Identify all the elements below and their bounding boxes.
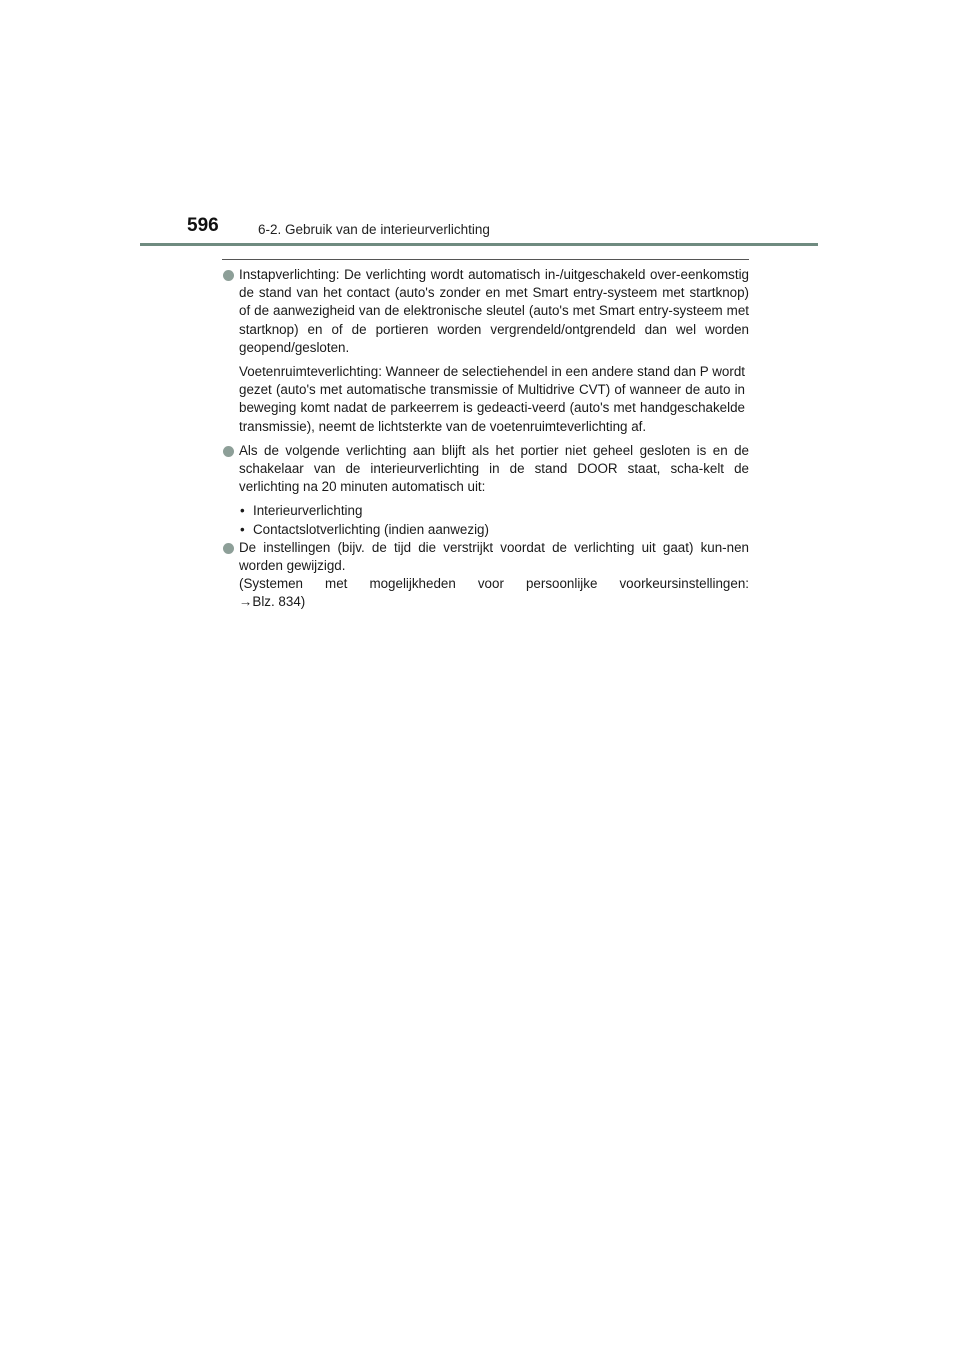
paragraph-settings — [222, 539, 749, 612]
page-reference-link[interactable]: →Blz. 834) — [239, 594, 306, 610]
lights-list — [222, 502, 749, 538]
page-number: 596 — [187, 215, 219, 236]
list-item-text: Contactslotverlichting (indien aanwezig) — [253, 521, 489, 537]
header-rule — [140, 243, 818, 246]
list-item — [239, 502, 749, 520]
bullet-dot-icon — [223, 270, 234, 281]
paragraph-text-line: (Systemen met mogelijkheden voor persoonlijke voorkeursinstellingen: — [239, 576, 749, 592]
paragraph-text: Instapverlichting: De verlichting wordt automatisch in-/uitgeschakeld over-eenkomstig de stand van het contact (auto's zonder en met Smart entry-systeem met startknop) of de aanwezigheid van de elektronische sleutel (auto's met Smart entry-systeem met startknop) en of de portieren worden vergrendeld/ontgrendeld dan wel worden geopend/gesloten. — [239, 267, 749, 355]
paragraph-instapverlichting — [222, 266, 749, 357]
paragraph-text: Voetenruimteverlichting: Wanneer de selectiehendel in een andere stand dan P wordt gezet (auto's met automatische transmissie of Multidrive CVT) of wanneer de auto in beweging komt nadat de parkeerrem is gedeacti-veerd (auto's met handgeschakelde transmissie), neemt de lichtsterkte van de voetenruimteverlichting af. — [239, 364, 745, 434]
bullet-dot-icon — [223, 446, 234, 457]
section-title: 6-2. Gebruik van de interieurverlichting — [258, 222, 490, 237]
paragraph-text: De instellingen (bijv. de tijd die verstrijkt voordat de verlichting uit gaat) kun-nen worden gewijzigd. — [239, 539, 749, 574]
list-item — [239, 521, 749, 539]
list-bullet-icon: • — [240, 521, 245, 537]
content-top-rule — [222, 259, 749, 260]
paragraph-automatic-off — [222, 442, 749, 497]
list-bullet-icon: • — [240, 503, 245, 519]
bullet-dot-icon — [223, 543, 234, 554]
list-item-text: Interieurverlichting — [253, 503, 363, 519]
paragraph-voetenruimteverlichting — [222, 363, 749, 436]
content-body — [222, 259, 749, 612]
paragraph-text: Als de volgende verlichting aan blijft als het portier niet geheel gesloten is en de schakelaar van de interieurverlichting in de stand DOOR staat, scha-kelt de verlichting na 20 minuten automatisch uit: — [239, 442, 749, 495]
